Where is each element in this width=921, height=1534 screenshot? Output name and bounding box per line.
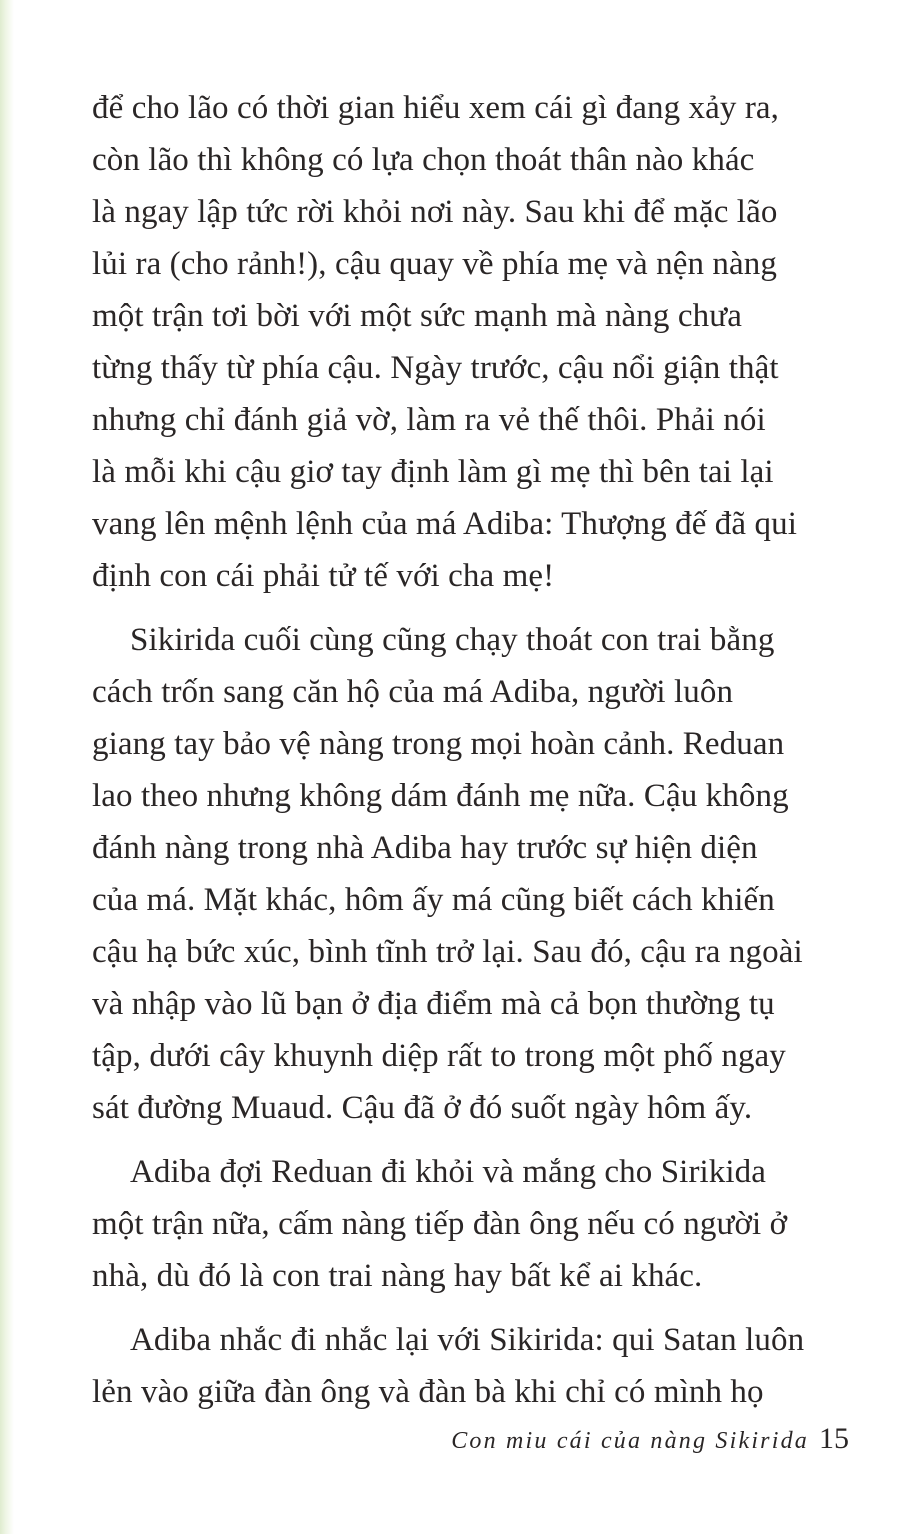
text-line: là ngay lập tức rời khỏi nơi này. Sau khi để mặc lão [92, 194, 778, 230]
page-number: 15 [819, 1422, 849, 1455]
running-title: Con miu cái của nàng Sikirida [451, 1428, 809, 1454]
text-line: nhưng chỉ đánh giả vờ, làm ra vẻ thế thôi. Phải nói [92, 402, 766, 438]
paragraph-first-line: Adiba nhắc đi nhắc lại với Sikirida: qui Satan luôn [130, 1322, 805, 1358]
paragraph-first-line: Sikirida cuối cùng cũng chạy thoát con trai bằng [130, 622, 775, 658]
text-line: vang lên mệnh lệnh của má Adiba: Thượng đế đã qui [92, 506, 797, 542]
page-footer [0, 1422, 921, 1462]
text-line: nhà, dù đó là con trai nàng hay bất kể ai khác. [92, 1258, 703, 1294]
text-line: một trận nữa, cấm nàng tiếp đàn ông nếu có người ở [92, 1206, 788, 1242]
text-line: cậu hạ bức xúc, bình tĩnh trở lại. Sau đó, cậu ra ngoài [92, 934, 803, 970]
text-line: giang tay bảo vệ nàng trong mọi hoàn cảnh. Reduan [92, 726, 785, 762]
page-edge-shadow [0, 0, 14, 1534]
text-line: là mỗi khi cậu giơ tay định làm gì mẹ thì bên tai lại [92, 454, 774, 490]
text-line: cách trốn sang căn hộ của má Adiba, người luôn [92, 674, 734, 710]
text-line: lao theo nhưng không dám đánh mẹ nữa. Cậu không [92, 778, 789, 814]
text-line: sát đường Muaud. Cậu đã ở đó suốt ngày hôm ấy. [92, 1090, 753, 1126]
text-line: còn lão thì không có lựa chọn thoát thân nào khác [92, 142, 755, 178]
text-line: lủi ra (cho rảnh!), cậu quay về phía mẹ và nện nàng [92, 246, 777, 282]
text-line: một trận tơi bời với một sức mạnh mà nàng chưa [92, 298, 742, 334]
paragraph-first-line: Adiba đợi Reduan đi khỏi và mắng cho Sirikida [130, 1154, 767, 1190]
text-line: tập, dưới cây khuynh diệp rất to trong một phố ngay [92, 1038, 786, 1074]
text-line: lẻn vào giữa đàn ông và đàn bà khi chỉ có mình họ [92, 1374, 764, 1410]
text-line: định con cái phải tử tế với cha mẹ! [92, 558, 555, 594]
text-line: và nhập vào lũ bạn ở địa điểm mà cả bọn thường tụ [92, 986, 775, 1022]
text-line: để cho lão có thời gian hiểu xem cái gì đang xảy ra, [92, 90, 780, 126]
text-line: của má. Mặt khác, hôm ấy má cũng biết cách khiến [92, 882, 775, 918]
text-line: đánh nàng trong nhà Adiba hay trước sự hiện diện [92, 830, 758, 866]
text-line: từng thấy từ phía cậu. Ngày trước, cậu nổi giận thật [92, 350, 779, 386]
